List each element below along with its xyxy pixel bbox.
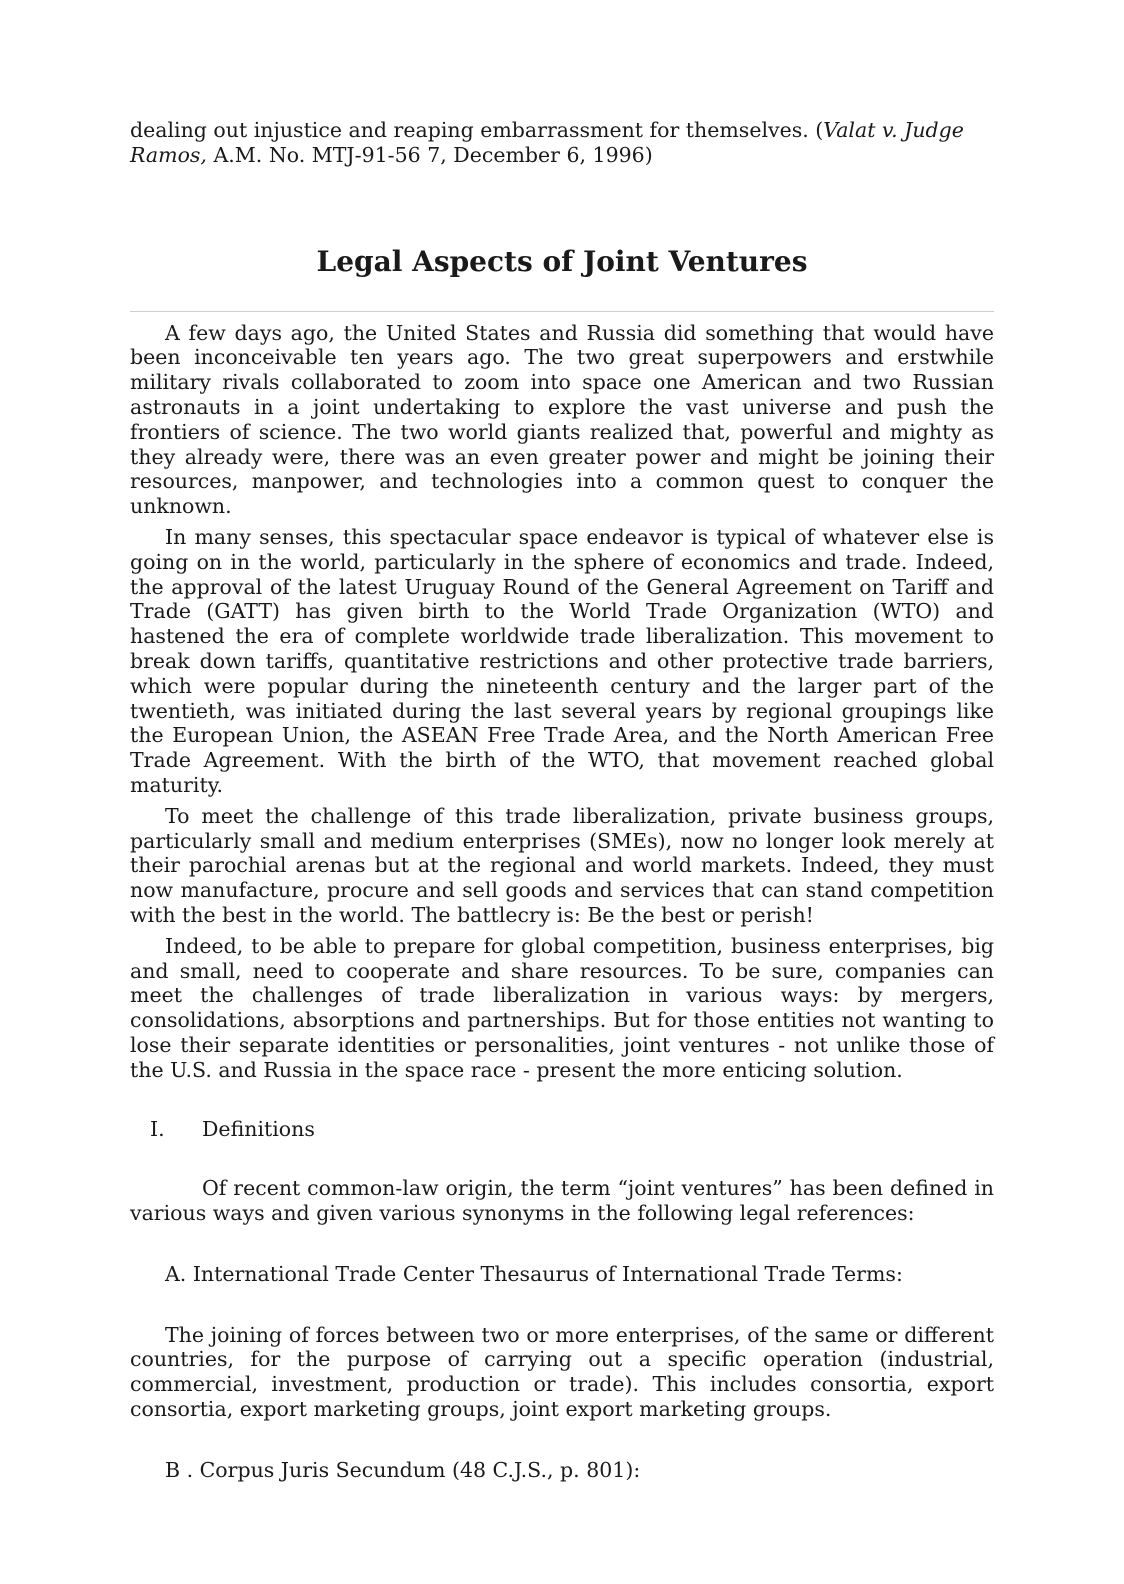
section-label: Definitions (202, 1116, 315, 1141)
reference-a-heading: A. International Trade Center Thesaurus of International Trade Terms: (165, 1261, 903, 1286)
section-heading (150, 1117, 994, 1142)
reference-a-text: The joining of forces between two or more enterprises, of the same or different countries, for the purpose of carrying out a specific operation (industrial, commercial, investment, production or trade). This includes consortia, export consortia, export marketing groups, joint export marketing groups. (130, 1322, 994, 1422)
reference-b-heading: B . Corpus Juris Secundum (48 C.J.S., p. 801): (165, 1457, 641, 1482)
section-number: I. (150, 1116, 165, 1141)
carryover-paragraph (130, 118, 994, 168)
body-paragraph: In many senses, this spectacular space endeavor is typical of whatever else is going on in the world, particularly in the sphere of economics and trade. Indeed, the approval of the latest Uruguay Round of the General Agreement on Tariff and Trade (GATT) has given birth to the World Trade Organization (WTO) and hastened the era of complete worldwide trade liberalization. This movement to break down tariffs, quantitative restrictions and other protective trade barriers, which were popular during the nineteenth century and the larger part of the twentieth, was initiated during the last several years by regional groupings like the European Union, the ASEAN Free Trade Area, and the North American Free Trade Agreement. With the birth of the WTO, that movement reached global maturity. (130, 524, 994, 797)
document-title: Legal Aspects of Joint Ventures (316, 244, 808, 278)
body-paragraph: A few days ago, the United States and Russia did something that would have been inconceivable ten years ago. The two great superpowers and erstwhile military rivals collaborated to zoom into space one American and two Russian astronauts in a joint undertaking to explore the vast universe and push the frontiers of science. The two world giants realized that, powerful and mighty as they already were, there was an even greater power and might be joining their resources, manpower, and technologies into a common quest to conquer the unknown. (130, 320, 994, 519)
body-paragraph: To meet the challenge of this trade liberalization, private business groups, particularly small and medium enterprises (SMEs), now no longer look merely at their parochial arenas but at the regional and world markets. Indeed, they must now manufacture, procure and sell goods and services that can stand competition with the best in the world. The battlecry is: Be the best or perish! (130, 803, 994, 927)
carryover-citation: A.M. No. MTJ-91-56 7, December 6, 1996) (206, 142, 653, 167)
title-divider (130, 311, 994, 312)
case-citation: Valat v. Judge Ramos, (130, 118, 964, 167)
definition-intro: Of recent common-law origin, the term “joint ventures” has been defined in various ways and given various synonyms in the following legal references: (130, 1176, 994, 1226)
carryover-text: dealing out injustice and reaping embarrassment for themselves. ( (130, 118, 824, 142)
document-page (130, 118, 994, 1483)
body-paragraph: Indeed, to be able to prepare for global competition, business enterprises, big and small, need to cooperate and share resources. To be sure, companies can meet the challenges of trade liberalization in various ways: by mergers, consolidations, absorptions and partnerships. But for those entities not wanting to lose their separate identities or personalities, joint ventures - not unlike those of the U.S. and Russia in the space race - present the more enticing solution. (130, 933, 994, 1082)
